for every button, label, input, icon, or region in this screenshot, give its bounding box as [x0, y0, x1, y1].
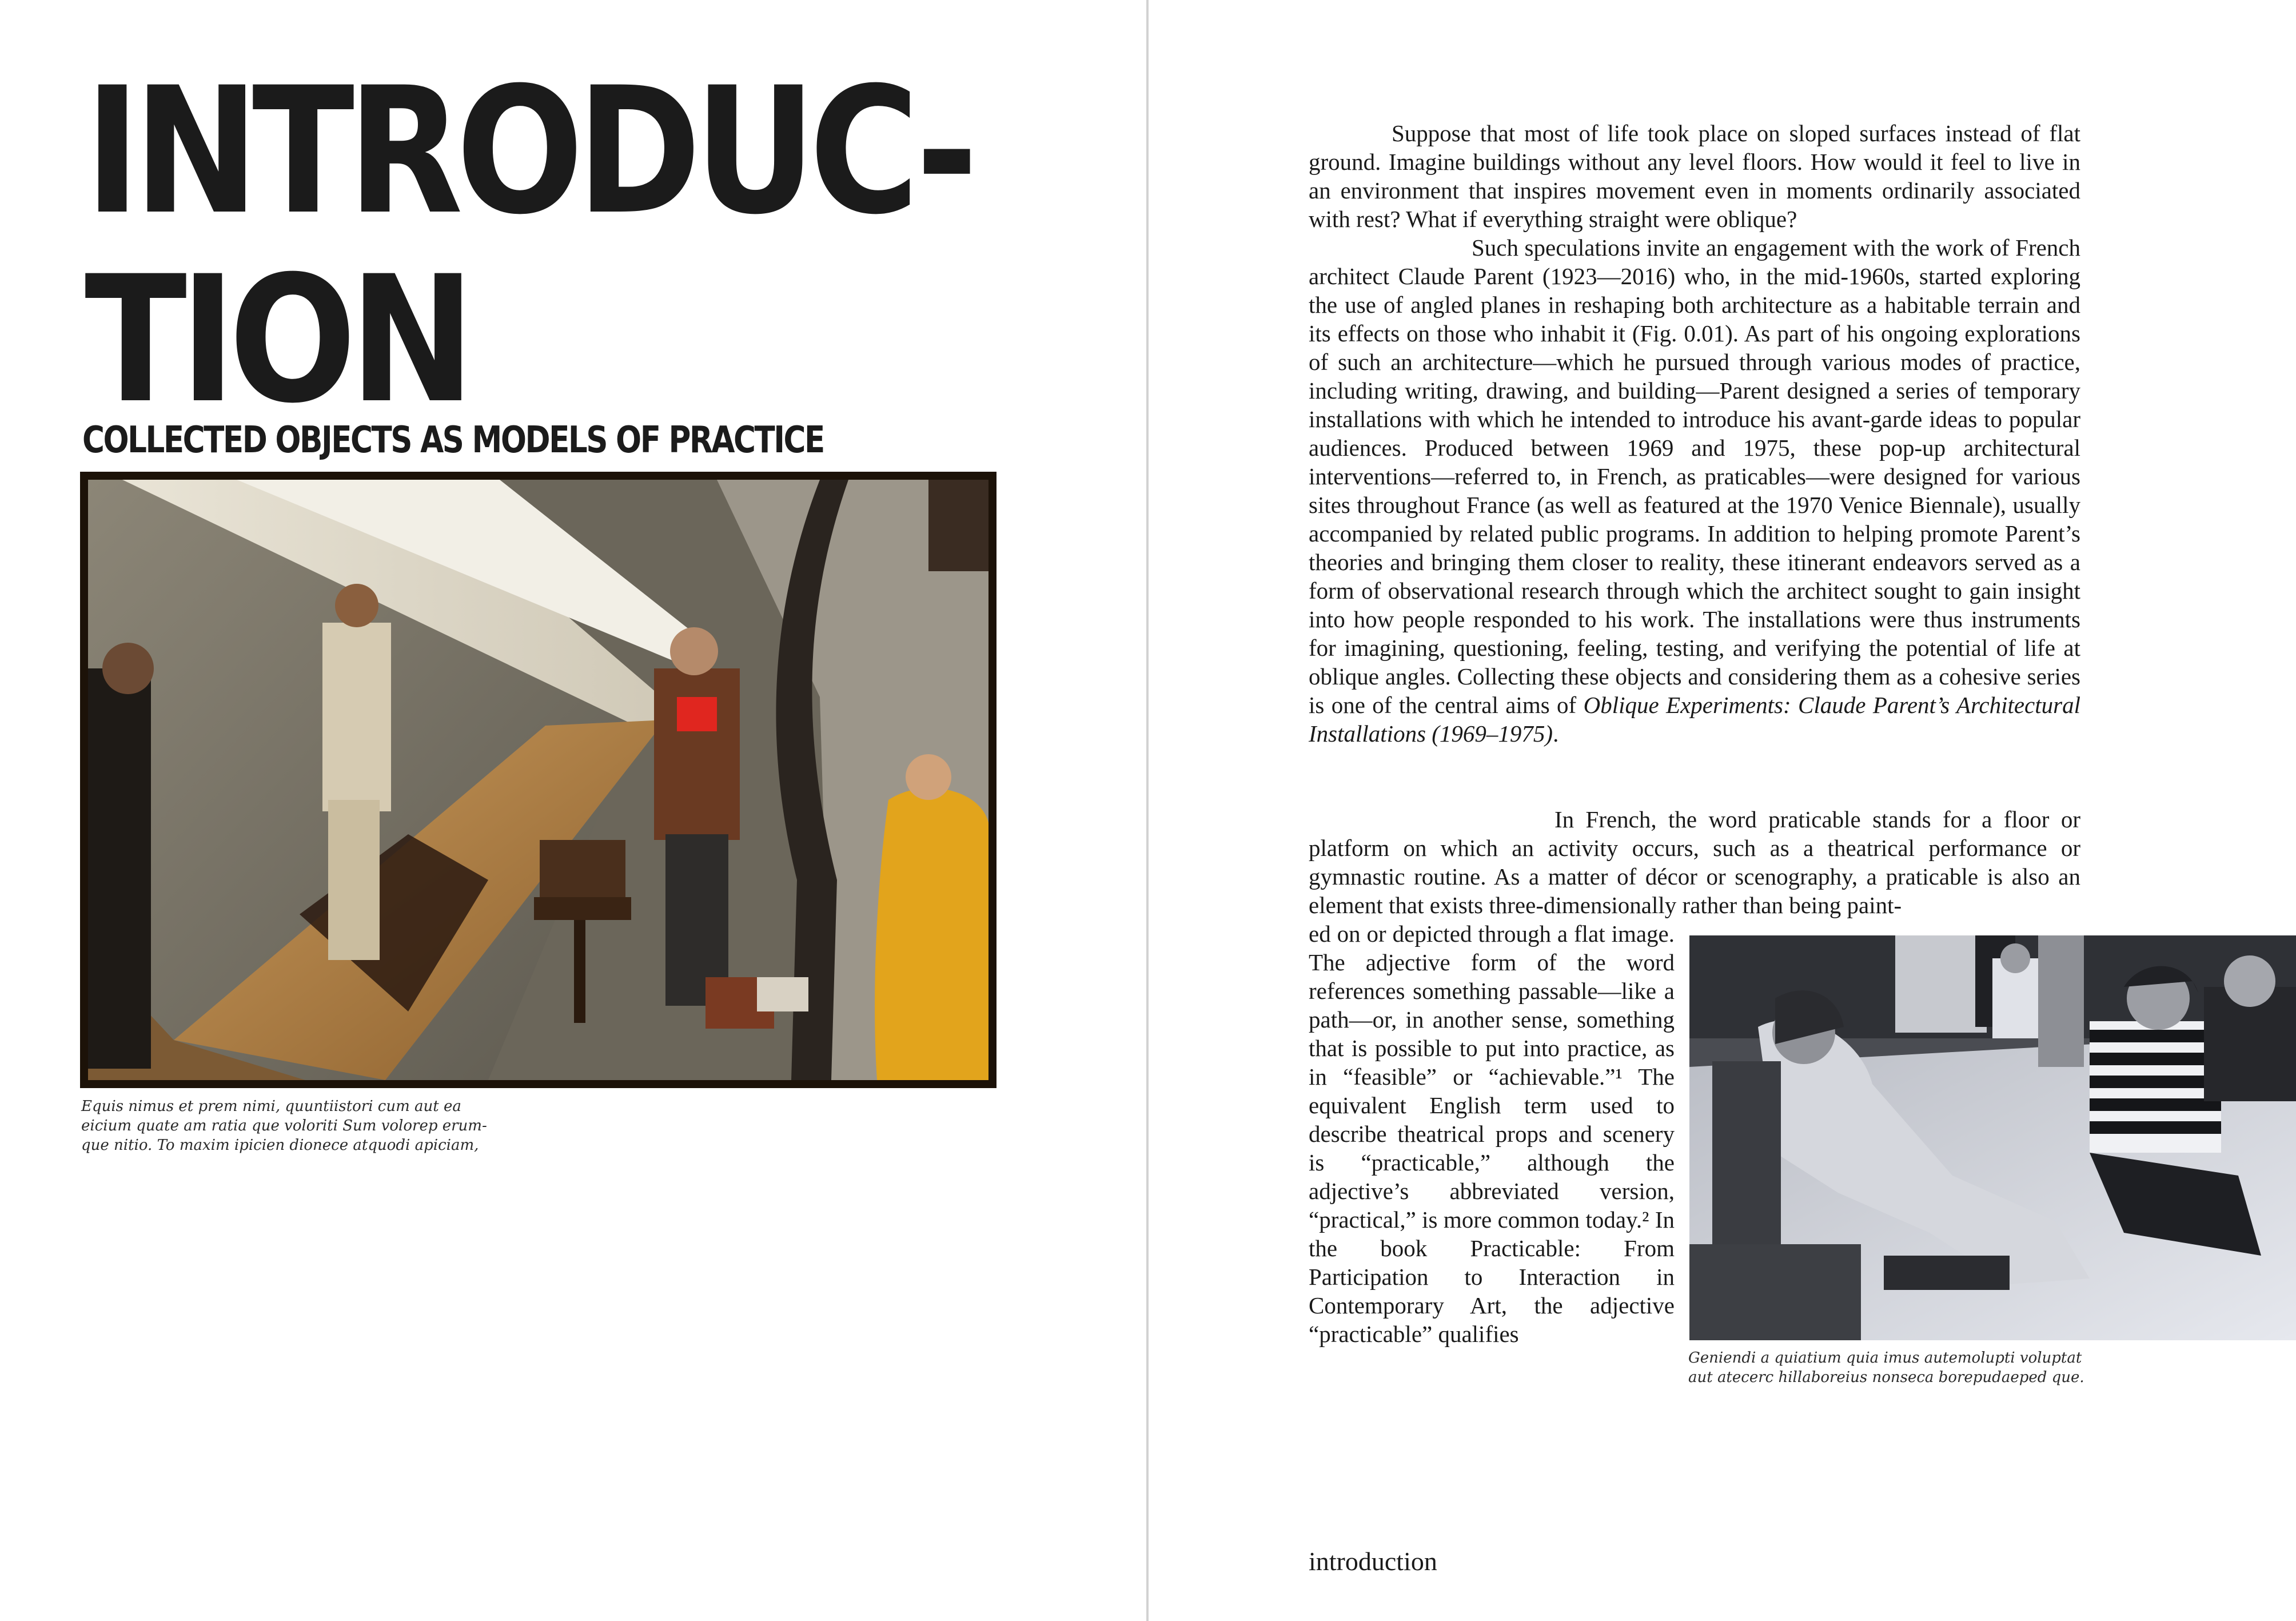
running-footer: introduction — [1309, 1547, 1437, 1576]
right-photo-caption: Geniendi a quiatium quia imus autemolupti voluptat aut atecerc hillaboreius nonseca borepudaeped que. — [1688, 1349, 2084, 1386]
paragraph-2-text: Such speculations invite an engagement with the work of French architect Claude Parent (1923—2016) who, in the mid-1960s, started exploring the use of angled planes in reshaping both architecture as a habitable terrain and its effects on those who inhabit it (Fig. 0.01). As part of his ongoing explorations of such an architecture—which he pursued through various modes of practice, including writing, drawing, and building—Parent designed a series of temporary installations with which he intended to introduce his avant-garde ideas to popular audiences. Produced between 1969 and 1975, these pop-up architectural interventions—referred to, in French, as praticables—were designed for various sites throughout France (as well as featured at the 1970 Venice Biennale), usually accompanied by related public programs. In addition to helping promote Parent’s theories and bringing them closer to reality, these itinerant endeavors served as a form of observational research through which the architect sought to gain insight into how people responded to his work. The installations were thus instruments for imagining, questioning, feeling, testing, and verifying the potential of life at oblique angles. Collecting these objects and considering them as a cohesive series is one of the central aims of — [1309, 234, 2080, 718]
book-title-italic: Oblique Experiments: Claude Parent’s Architectural Installations (1969–1975) — [1309, 692, 2080, 747]
visitors-photo-illustration — [1689, 935, 2296, 1340]
body-paragraph-2 — [1309, 233, 2080, 748]
installation-photo-color — [80, 472, 996, 1088]
left-photo-caption: Equis nimus et prem nimi, quuntiistori cum aut ea eicium quate am ratia que voloriti Sum volorep erum- que nitio. To maxim ipicien dionece atquodi apiciam, — [81, 1098, 487, 1154]
body-paragraph-3-continued: ed on or depicted through a flat image. The adjective form of the word references something passable—like a path—or, in another sense, something that is possible to put into practice, as in “feasible” or “achievable.”¹ The equivalent English term used to describe theatrical props and scenery is “practicable,” although the adjective’s abbreviated version, “practical,” is more common today.² In the book Practicable: From Participation to Interaction in Contemporary Art, the adjective “practicable” qualifies — [1309, 921, 1675, 1347]
body-paragraph-3: In French, the word praticable stands for a floor or platform on which an activity occurs, such as a theatrical performance or gymnastic routine. As a matter of décor or scenography, a praticable is also an element that exists three-dimensionally rather than being paint- — [1309, 806, 2080, 918]
chapter-title-line-2: TION — [85, 238, 468, 441]
paragraph-2-end: . — [1553, 720, 1559, 747]
chapter-subtitle: COLLECTED OBJECTS AS MODELS OF PRACTICE — [82, 419, 824, 461]
visitors-photo-bw — [1689, 935, 2296, 1340]
installation-photo-illustration — [88, 480, 988, 1080]
body-paragraph-1: Suppose that most of life took place on sloped surfaces instead of flat ground. Imagine buildings without any level floors. How would it feel to live in an environment that inspires movement even in moments ordinarily associated with rest? What if everything straight were oblique? — [1309, 120, 2080, 232]
striped-shirt — [2090, 1021, 2221, 1153]
page-gutter — [1146, 0, 1149, 1621]
chapter-title-line-1: INTRODUC- — [85, 50, 971, 253]
